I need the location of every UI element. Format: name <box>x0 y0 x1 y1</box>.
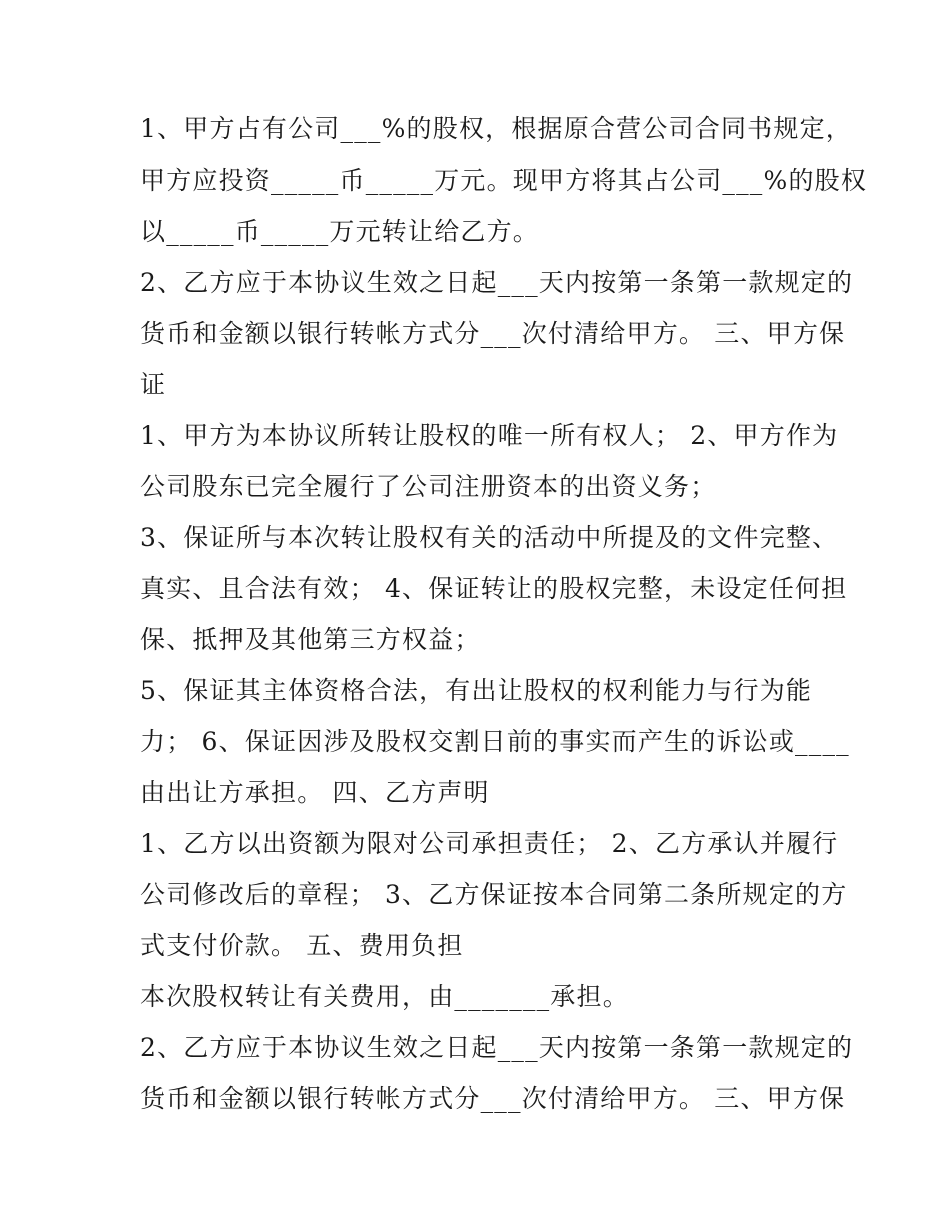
text-line-2: 甲方应投资_____币_____万元。现甲方将其占公司___%的股权 <box>140 166 868 195</box>
text-line-12: 5、保证其主体资格合法，有出让股权的权利能力与行为能 <box>140 676 813 705</box>
text-line-13: 力； 6、保证因涉及股权交割日前的事实而产生的诉讼或____ <box>140 727 850 756</box>
text-line-17: 式支付价款。 五、费用负担 <box>140 931 464 960</box>
text-line-19: 2、乙方应于本协议生效之日起___天内按第一条第一款规定的 <box>140 1033 854 1062</box>
text-line-1: 1、甲方占有公司___%的股权，根据原合营公司合同书规定， <box>140 114 852 143</box>
text-line-7: 1、甲方为本协议所转让股权的唯一所有权人； 2、甲方作为 <box>140 421 839 450</box>
text-line-18: 本次股权转让有关费用，由_______承担。 <box>140 982 629 1011</box>
text-line-5: 货币和金额以银行转帐方式分___次付清给甲方。 三、甲方保 <box>140 319 846 348</box>
text-line-6: 证 <box>140 370 167 399</box>
text-line-14: 由出让方承担。 四、乙方声明 <box>140 778 490 807</box>
text-line-16: 公司修改后的章程； 3、乙方保证按本合同第二条所规定的方 <box>140 880 848 909</box>
text-line-9: 3、保证所与本次转让股权有关的活动中所提及的文件完整、 <box>140 523 839 552</box>
text-line-20: 货币和金额以银行转帐方式分___次付清给甲方。 三、甲方保 <box>140 1084 846 1113</box>
text-line-3: 以_____币_____万元转让给乙方。 <box>140 217 540 246</box>
text-line-11: 保、抵押及其他第三方权益； <box>140 625 481 654</box>
text-line-8: 公司股东已完全履行了公司注册资本的出资义务； <box>140 472 717 501</box>
text-line-4: 2、乙方应于本协议生效之日起___天内按第一条第一款规定的 <box>140 268 854 297</box>
text-line-15: 1、乙方以出资额为限对公司承担责任； 2、乙方承认并履行 <box>140 829 839 858</box>
text-line-10: 真实、且合法有效； 4、保证转让的股权完整，未设定任何担 <box>140 574 848 603</box>
